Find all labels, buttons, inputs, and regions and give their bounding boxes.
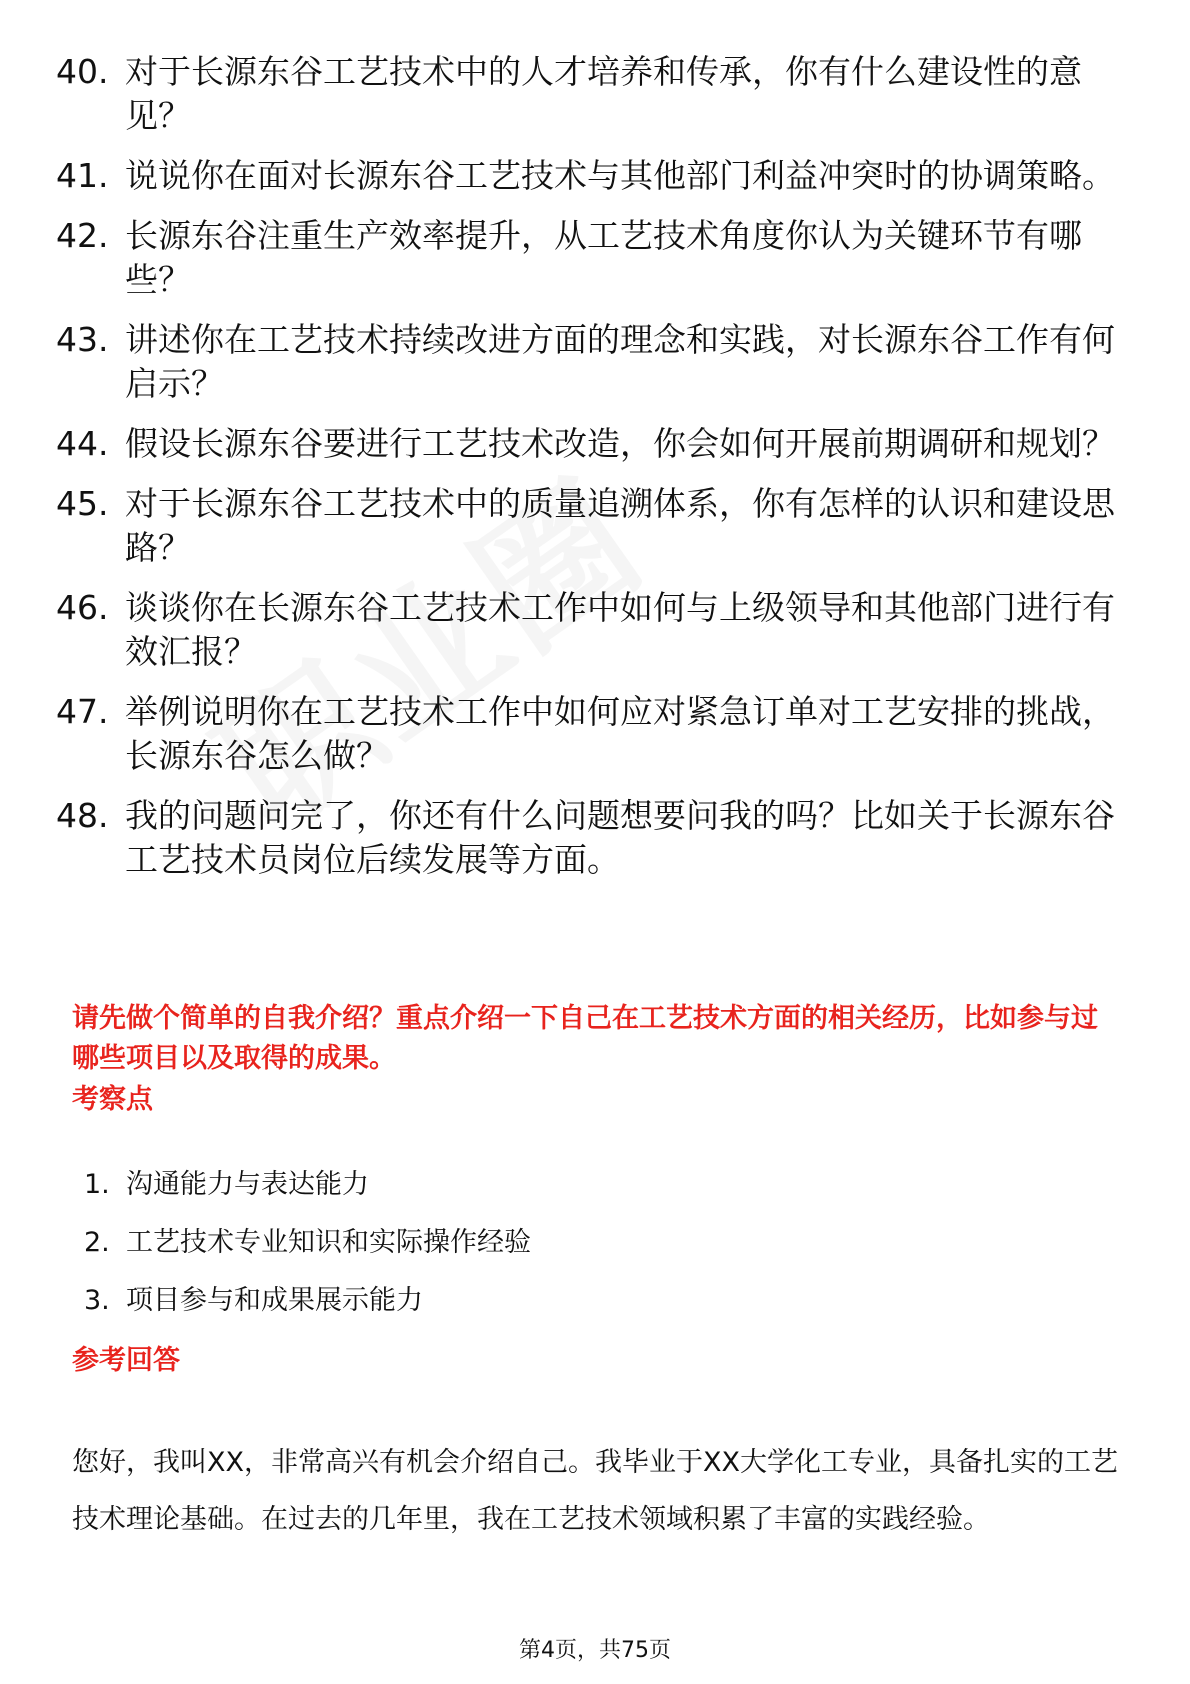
list-item	[84, 1167, 531, 1203]
question-text: 对于长源东谷工艺技术中的质量追溯体系，你有怎样的认识和建设思路？	[125, 484, 1115, 567]
question-text: 长源东谷注重生产效率提升，从工艺技术角度你认为关键环节有哪些？	[125, 216, 1082, 299]
list-item	[56, 422, 1136, 466]
question-number: 45.	[56, 484, 109, 523]
list-item	[84, 1225, 531, 1261]
point-number: 1.	[84, 1169, 110, 1200]
list-item	[56, 154, 1136, 198]
list-item	[56, 50, 1136, 138]
point-text: 沟通能力与表达能力	[126, 1169, 369, 1200]
question-number: 43.	[56, 320, 109, 359]
point-text: 项目参与和成果展示能力	[126, 1285, 423, 1316]
page-number: 第4页，共75页	[519, 1638, 671, 1663]
section-question: 请先做个简单的自我介绍？重点介绍一下自己在工艺技术方面的相关经历，比如参与过哪些项目以及取得的成果。	[72, 1003, 1098, 1074]
answer-heading: 参考回答	[72, 1345, 180, 1376]
question-list	[56, 50, 1136, 898]
question-number: 47.	[56, 692, 109, 731]
point-number: 3.	[84, 1285, 110, 1316]
points-list	[84, 1167, 531, 1341]
point-number: 2.	[84, 1227, 110, 1258]
answer-paragraph: 您好，我叫XX，非常高兴有机会介绍自己。我毕业于XX大学化工专业，具备扎实的工艺技术理论基础。在过去的几年里，我在工艺技术领域积累了丰富的实践经验。	[72, 1447, 1118, 1535]
question-number: 40.	[56, 52, 109, 91]
question-text: 谈谈你在长源东谷工艺技术工作中如何与上级领导和其他部门进行有效汇报？	[125, 588, 1115, 671]
point-text: 工艺技术专业知识和实际操作经验	[126, 1227, 531, 1258]
question-text: 假设长源东谷要进行工艺技术改造，你会如何开展前期调研和规划？	[125, 424, 1115, 463]
question-number: 42.	[56, 216, 109, 255]
question-text: 举例说明你在工艺技术工作中如何应对紧急订单对工艺安排的挑战，长源东谷怎么做？	[125, 692, 1115, 775]
list-item	[56, 318, 1136, 406]
question-number: 46.	[56, 588, 109, 627]
list-item	[56, 482, 1136, 570]
list-item	[56, 690, 1136, 778]
question-text: 说说你在面对长源东谷工艺技术与其他部门利益冲突时的协调策略。	[125, 156, 1115, 195]
list-item	[56, 794, 1136, 882]
list-item	[56, 214, 1136, 302]
question-text: 对于长源东谷工艺技术中的人才培养和传承，你有什么建设性的意见？	[125, 52, 1082, 135]
points-heading: 考察点	[72, 1084, 153, 1115]
question-number: 41.	[56, 156, 109, 195]
question-number: 44.	[56, 424, 109, 463]
list-item	[56, 586, 1136, 674]
question-text: 我的问题问完了，你还有什么问题想要问我的吗？比如关于长源东谷工艺技术员岗位后续发展等方面。	[125, 796, 1115, 879]
question-number: 48.	[56, 796, 109, 835]
question-text: 讲述你在工艺技术持续改进方面的理念和实践，对长源东谷工作有何启示？	[125, 320, 1115, 403]
list-item	[84, 1283, 531, 1319]
